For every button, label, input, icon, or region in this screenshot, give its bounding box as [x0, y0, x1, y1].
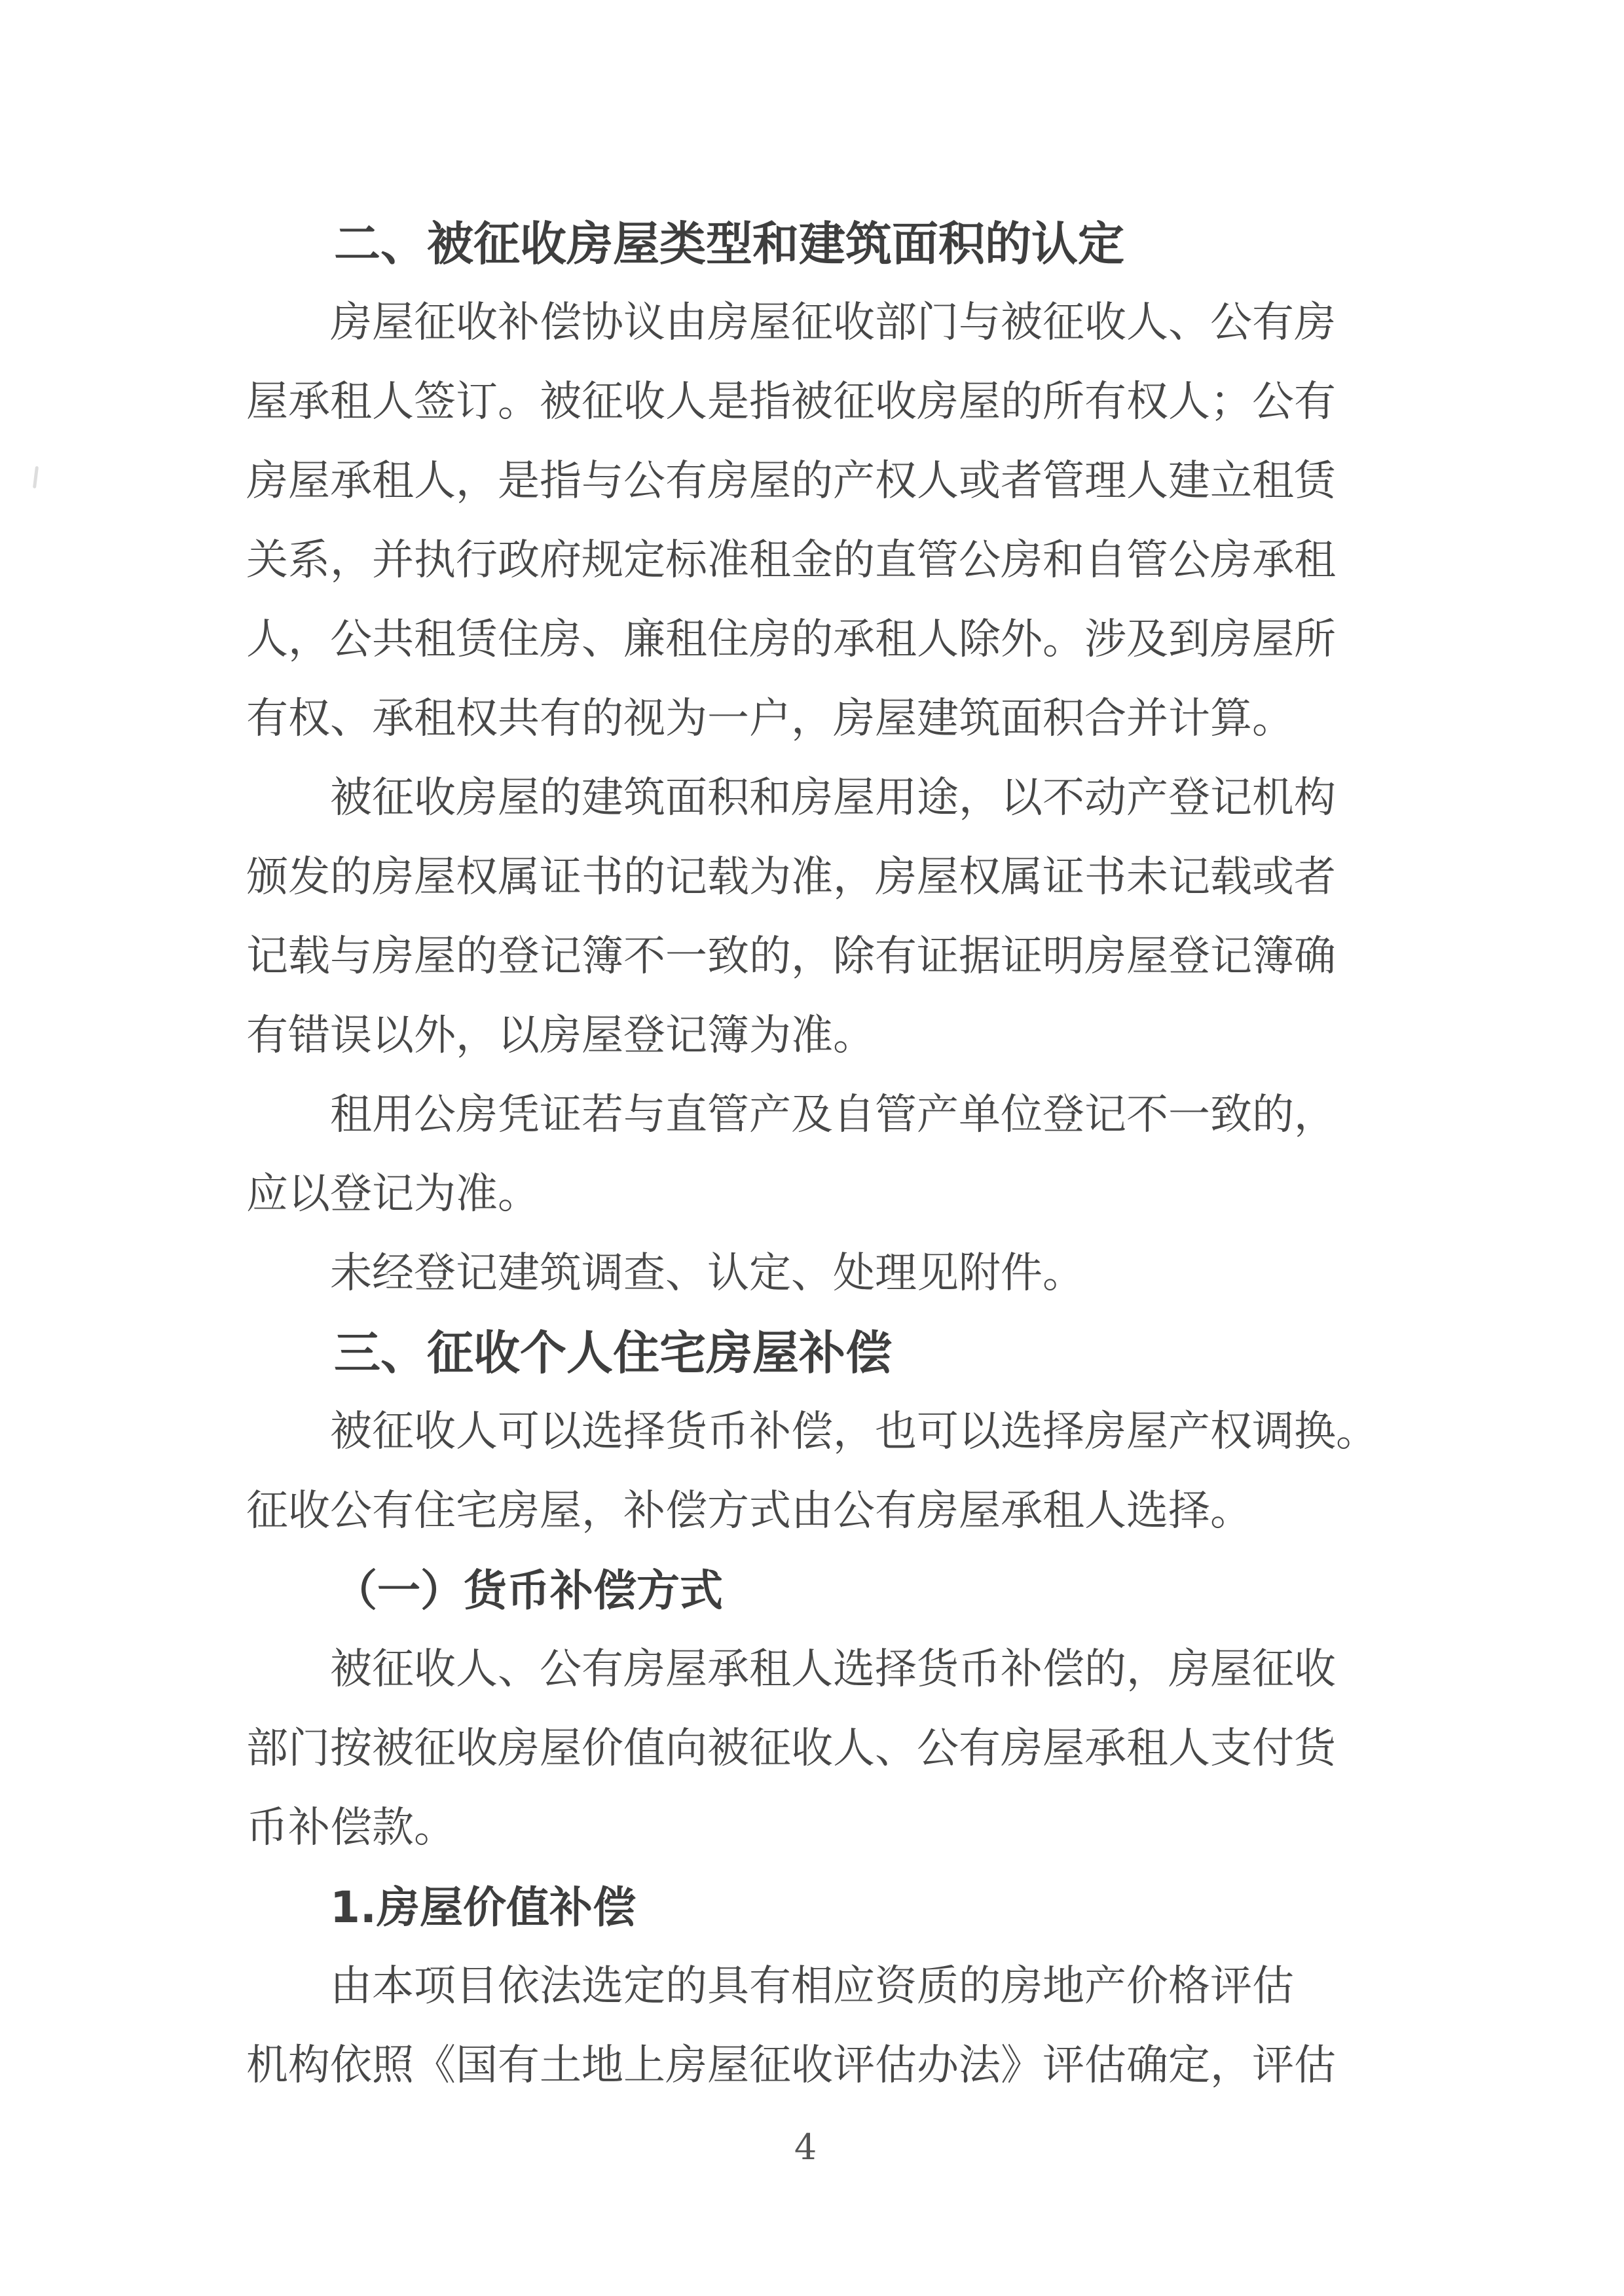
text-line: 机构依照《国有土地上房屋征收评估办法》评估确定，评估 — [246, 2041, 1336, 2090]
text-line: 部门按被征收房屋价值向被征收人、公有房屋承租人支付货 — [246, 1724, 1336, 1773]
text-line: 屋承租人签订。被征收人是指被征收房屋的所有权人；公有 — [246, 378, 1336, 426]
text-line: 币补偿款。 — [246, 1804, 456, 1852]
text-line: 颁发的房屋权属证书的记载为准，房屋权属证书未记载或者 — [246, 853, 1336, 902]
text-line: 未经登记建筑调查、认定、处理见附件。 — [330, 1249, 1084, 1298]
section-heading: 三、征收个人住宅房屋补偿 — [334, 1326, 893, 1380]
document-text-block — [246, 204, 1378, 2105]
section-heading: 1.房屋价值补偿 — [330, 1882, 636, 1933]
section-heading: 二、被征收房屋类型和建筑面积的认定 — [334, 217, 1125, 271]
text-line: 应以登记为准。 — [246, 1170, 540, 1218]
page-number: 4 — [794, 2126, 817, 2168]
text-line: 记载与房屋的登记簿不一致的，除有证据证明房屋登记簿确 — [246, 932, 1336, 981]
text-line: 关系，并执行政府规定标准租金的直管公房和自管公房承租 — [246, 536, 1336, 585]
text-line: 房屋征收补偿协议由房屋征收部门与被征收人、公有房 — [330, 299, 1336, 347]
text-line: 有权、承租权共有的视为一户，房屋建筑面积合并计算。 — [246, 695, 1294, 743]
text-line: 有错误以外，以房屋登记簿为准。 — [246, 1011, 875, 1060]
text-line: 被征收房屋的建筑面积和房屋用途，以不动产登记机构 — [330, 774, 1336, 822]
section-heading: （一）货币补偿方式 — [334, 1565, 723, 1616]
text-line: 征收公有住宅房屋，补偿方式由公有房屋承租人选择。 — [246, 1487, 1252, 1535]
text-line: 由本项目依法选定的具有相应资质的房地产价格评估 — [330, 1962, 1294, 2011]
text-line: 被征收人、公有房屋承租人选择货币补偿的，房屋征收 — [330, 1645, 1336, 1694]
text-line: 人，公共租赁住房、廉租住房的承租人除外。涉及到房屋所 — [246, 615, 1336, 664]
text-line: 租用公房凭证若与直管产及自管产单位登记不一致的， — [330, 1091, 1336, 1139]
scan-artifact-mark — [33, 466, 39, 488]
text-line: 被征收人可以选择货币补偿，也可以选择房屋产权调换。 — [330, 1408, 1378, 1456]
text-line: 房屋承租人，是指与公有房屋的产权人或者管理人建立租赁 — [246, 457, 1336, 505]
